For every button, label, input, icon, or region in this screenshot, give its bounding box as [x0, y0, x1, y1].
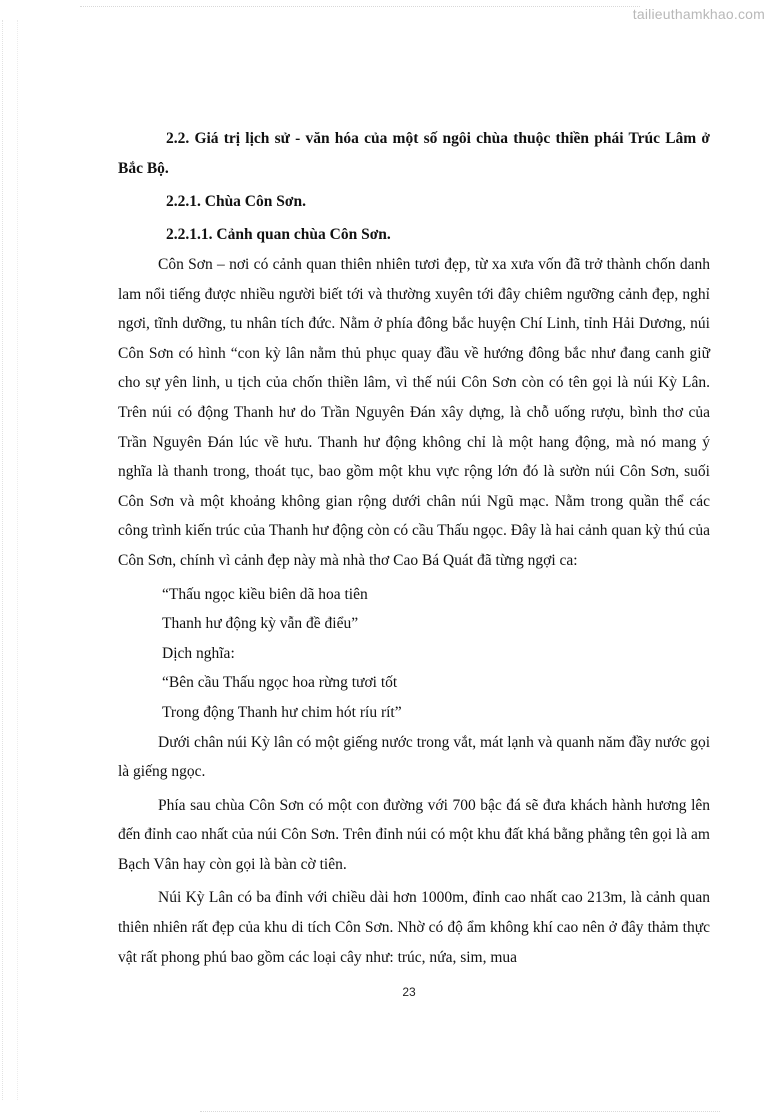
scan-artifact-top — [80, 6, 640, 15]
document-page — [118, 124, 710, 972]
page-number: 23 — [402, 985, 416, 999]
section-heading: 2.2. Giá trị lịch sử - văn hóa của một số ngôi chùa thuộc thiền phái Trúc Lâm ở Bắc Bộ. — [118, 130, 710, 177]
poem-line-1: “Thấu ngọc kiều biên dã hoa tiên — [162, 585, 368, 603]
paragraph-2: Dưới chân núi Kỳ lân có một giếng nước trong vắt, mát lạnh và quanh năm đầy nước gọi là giếng ngọc. — [118, 733, 710, 781]
subsubsection-heading: 2.2.1.1. Cảnh quan chùa Côn Sơn. — [166, 226, 391, 243]
paragraph-3: Phía sau chùa Côn Sơn có một con đường với 700 bậc đá sẽ đưa khách hành hương lên đến đỉnh cao nhất của núi Côn Sơn. Trên đỉnh núi có một khu đất khá bằng phẳng tên gọi là am Bạch Vân hay còn gọi là bàn cờ tiên. — [118, 796, 710, 873]
watermark-text: tailieuthamkhao.com — [632, 6, 765, 22]
scan-artifact-bottom — [200, 1107, 720, 1112]
poem-line-4: Trong động Thanh hư chim hót ríu rít” — [162, 703, 402, 721]
scan-artifact-left — [2, 20, 18, 1100]
poem-line-2: Thanh hư động kỳ vẫn đề điểu” — [162, 615, 359, 633]
paragraph-4: Núi Kỳ Lân có ba đỉnh với chiều dài hơn 1000m, đỉnh cao nhất cao 213m, là cảnh quan thiên nhiên rất đẹp của khu di tích Côn Sơn. Nhờ có độ ẩm không khí cao nên ở đây thảm thực vật rất phong phú bao gồm các loại cây như: trúc, nứa, sim, mua — [118, 889, 710, 966]
paragraph-1: Côn Sơn – nơi có cảnh quan thiên nhiên tươi đẹp, từ xa xưa vốn đã trở thành chốn danh lam nổi tiếng được nhiều người biết tới và thường xuyên tới đây chiêm ngưỡng cảnh đẹp, nghỉ ngơi, tĩnh dưỡng, tu nhân tích đức. Nằm ở phía đông bắc huyện Chí Linh, tỉnh Hải Dương, núi Côn Sơn có hình “con kỳ lân nằm thủ phục quay đầu về hướng đông bắc như đang canh giữ cho sự yên linh, u tịch của chốn thiền lâm, vì thế núi Côn Sơn còn có tên gọi là núi Kỳ Lân. Trên núi có động Thanh hư do Trần Nguyên Đán xây dựng, là chỗ uống rượu, bình thơ của Trần Nguyên Đán lúc về hưu. Thanh hư động không chỉ là một hang động, mà nó mang ý nghĩa là thanh trong, thoát tục, bao gồm một khu vực rộng lớn đó là sườn núi Côn Sơn, suối Côn Sơn và một khoảng không gian rộng dưới chân núi Ngũ mạc. Nằm trong quần thể các công trình kiến trúc của Thanh hư động còn có cầu Thấu ngọc. Đây là hai cảnh quan kỳ thú của Côn Sơn, chính vì cảnh đẹp này mà nhà thơ Cao Bá Quát đã từng ngợi ca: — [118, 256, 710, 569]
poem-translation-label: Dịch nghĩa: — [162, 644, 235, 662]
subsection-heading: 2.2.1. Chùa Côn Sơn. — [166, 193, 306, 210]
poem-line-3: “Bên cầu Thấu ngọc hoa rừng tươi tốt — [162, 674, 398, 692]
